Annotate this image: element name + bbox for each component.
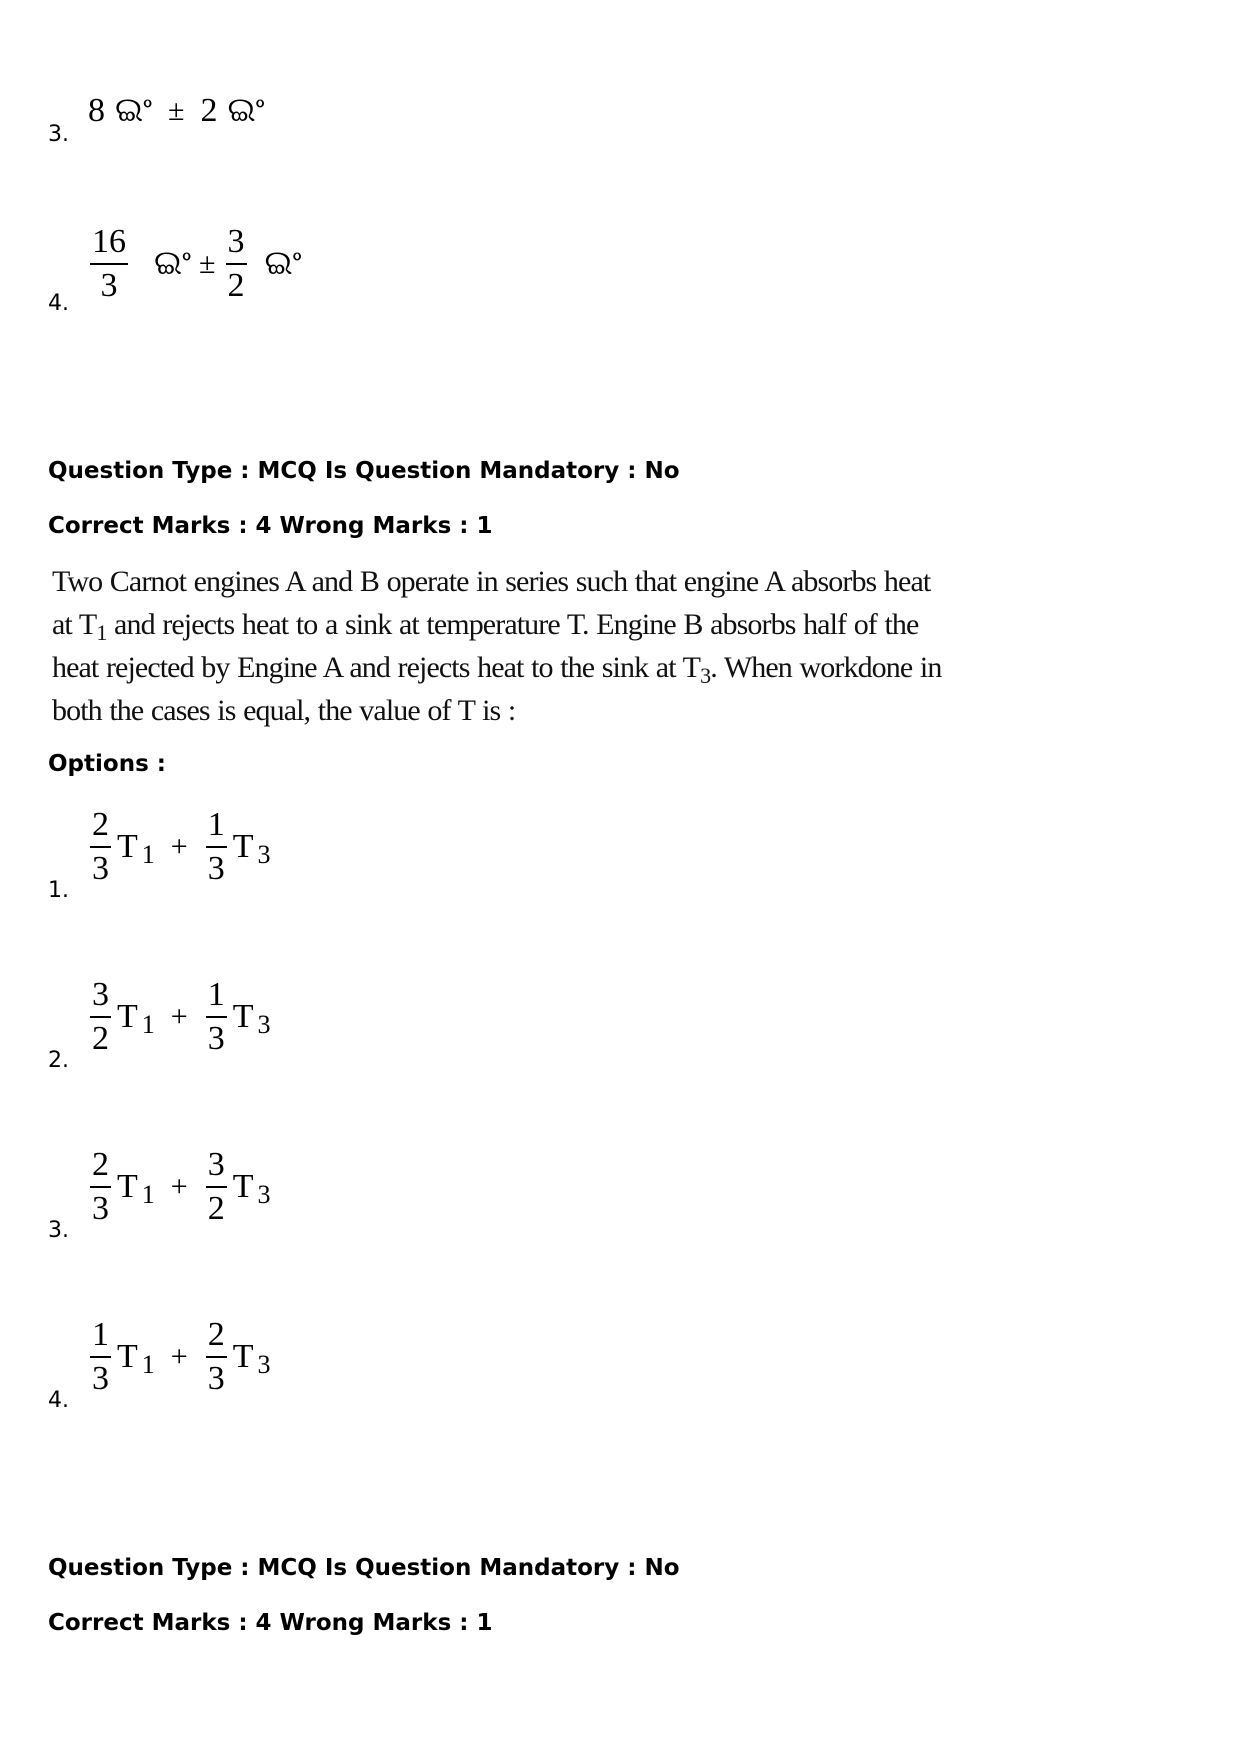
fraction	[226, 225, 247, 303]
subscript: 1	[141, 840, 155, 869]
option-expression	[88, 1318, 270, 1396]
subscript: 1	[141, 1350, 155, 1379]
numerator: 2	[90, 808, 111, 848]
option-expression	[88, 978, 270, 1056]
denominator: 3	[92, 1190, 109, 1227]
variable: T	[232, 828, 254, 865]
fraction	[90, 978, 111, 1056]
denominator: 3	[207, 850, 225, 887]
plus-minus-sign: ±	[168, 94, 185, 127]
plus-sign: +	[170, 1340, 188, 1373]
question-text	[52, 560, 952, 732]
option-expression	[88, 92, 265, 130]
unit-text: ଇଂ	[264, 245, 302, 282]
option-expression	[88, 225, 302, 303]
option-number: 3.	[48, 1218, 69, 1243]
numerator: 2	[90, 1148, 111, 1188]
option-number: 3.	[48, 122, 69, 147]
numerator: 2	[206, 1318, 227, 1358]
option-expression	[88, 1148, 270, 1226]
plus-sign: +	[170, 1000, 188, 1033]
variable: T	[117, 998, 138, 1035]
fraction	[206, 808, 227, 886]
subscript: 3	[257, 840, 271, 869]
subscript: 3	[257, 1180, 271, 1209]
next-marks-line: Correct Marks : 4 Wrong Marks : 1	[48, 1610, 493, 1636]
numerator: 3	[226, 225, 247, 265]
numerator: 3	[90, 978, 111, 1018]
denominator: 2	[207, 1190, 225, 1227]
subscript: 1	[96, 620, 107, 645]
next-question-type-line: Question Type : MCQ Is Question Mandatory : No	[48, 1555, 680, 1581]
numerator: 3	[206, 1148, 227, 1188]
marks-line: Correct Marks : 4 Wrong Marks : 1	[48, 513, 493, 539]
variable: T	[117, 828, 138, 865]
option-number: 1.	[48, 878, 69, 903]
numerator: 1	[206, 978, 227, 1018]
denominator: 2	[92, 1020, 109, 1057]
option-number: 4.	[48, 291, 69, 316]
value: 2	[200, 92, 218, 129]
plus-minus-sign: ±	[199, 247, 216, 280]
subscript: 3	[257, 1350, 271, 1379]
subscript: 1	[141, 1010, 155, 1039]
denominator: 3	[207, 1020, 225, 1057]
question-text-part: and rejects heat to a sink at temperature T. Engine B absorbs half of the heat rejected by Engine A and rejects heat to the sink at T	[52, 608, 919, 684]
option-number: 2.	[48, 1048, 69, 1073]
question-text-part: Two Carnot engines A and B operate in series such that engine A absorbs heat at T	[52, 565, 931, 641]
denominator: 3	[207, 1360, 225, 1397]
variable: T	[232, 998, 254, 1035]
fraction	[90, 1318, 111, 1396]
fraction	[206, 1318, 227, 1396]
unit-text: ଇଂ	[227, 92, 265, 129]
unit-text: ଇଂ	[154, 245, 192, 282]
fraction	[206, 978, 227, 1056]
subscript: 3	[257, 1010, 271, 1039]
fraction	[90, 808, 111, 886]
subscript: 3	[700, 663, 711, 688]
variable: T	[117, 1338, 138, 1375]
unit-text: ଇଂ	[115, 92, 153, 129]
options-label: Options :	[48, 751, 166, 777]
fraction	[90, 225, 128, 303]
fraction	[90, 1148, 111, 1226]
plus-sign: +	[170, 830, 188, 863]
denominator: 3	[92, 1360, 109, 1397]
numerator: 16	[90, 225, 128, 265]
variable: T	[232, 1168, 254, 1205]
variable: T	[232, 1338, 254, 1375]
fraction	[206, 1148, 227, 1226]
value: 8	[88, 92, 105, 129]
denominator: 3	[92, 850, 109, 887]
numerator: 1	[90, 1318, 111, 1358]
subscript: 1	[141, 1180, 155, 1209]
denominator: 3	[100, 267, 118, 304]
plus-sign: +	[170, 1170, 188, 1203]
variable: T	[117, 1168, 138, 1205]
denominator: 2	[227, 267, 245, 304]
question-type-line: Question Type : MCQ Is Question Mandatory : No	[48, 458, 680, 484]
option-expression	[88, 808, 270, 886]
numerator: 1	[206, 808, 227, 848]
option-number: 4.	[48, 1388, 69, 1413]
question-text-part: . When workdone in both the cases is equal, the value of T is :	[52, 651, 942, 727]
